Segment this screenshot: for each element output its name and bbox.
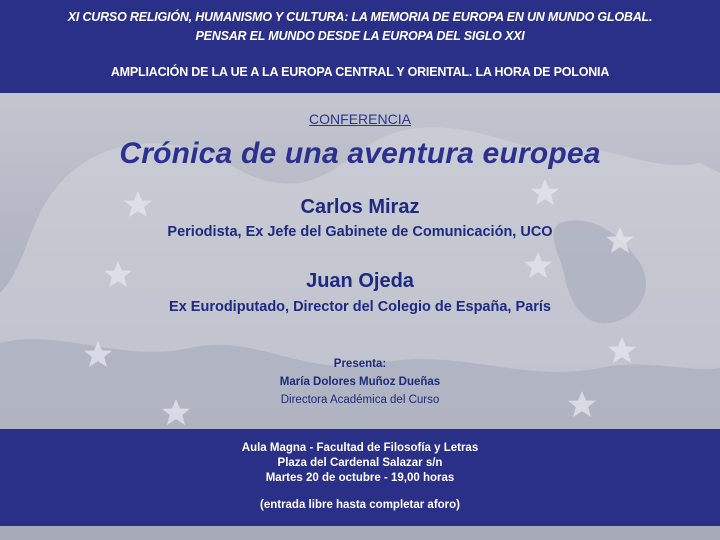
presenter-role: Directora Académica del Curso <box>280 394 440 406</box>
speaker-name: Juan Ojeda <box>306 270 414 292</box>
series-title-line-2: PENSAR EL MUNDO DESDE LA EUROPA DEL SIGLO XXI <box>195 29 525 43</box>
venue-address: Plaza del Cardenal Salazar s/n <box>277 457 443 469</box>
series-title-line-1: XI CURSO RELIGIÓN, HUMANISMO Y CULTURA: LA MEMORIA DE EUROPA EN UN MUNDO GLOBAL. <box>67 10 653 24</box>
venue-band <box>0 429 720 526</box>
presenter-name: María Dolores Muñoz Dueñas <box>279 376 441 388</box>
speaker-role: Ex Eurodiputado, Director del Colegio de España, París <box>169 299 551 315</box>
footer-strip <box>0 526 720 540</box>
event-datetime: Martes 20 de octubre - 19,00 horas <box>265 472 455 484</box>
header-band <box>0 0 720 93</box>
conference-label: CONFERENCIA <box>309 111 411 127</box>
content-area <box>0 93 720 429</box>
admission-note: (entrada libre hasta completar aforo) <box>259 499 461 511</box>
speaker-role: Periodista, Ex Jefe del Gabinete de Comunicación, UCO <box>167 224 553 240</box>
conference-title: Crónica de una aventura europea <box>119 137 601 170</box>
venue-location: Aula Magna - Facultad de Filosofía y Letras <box>241 442 479 454</box>
course-subtitle: AMPLIACIÓN DE LA UE A LA EUROPA CENTRAL Y ORIENTAL. LA HORA DE POLONIA <box>110 65 610 79</box>
speaker-name: Carlos Miraz <box>300 196 420 218</box>
presenter-label: Presenta: <box>333 358 387 370</box>
